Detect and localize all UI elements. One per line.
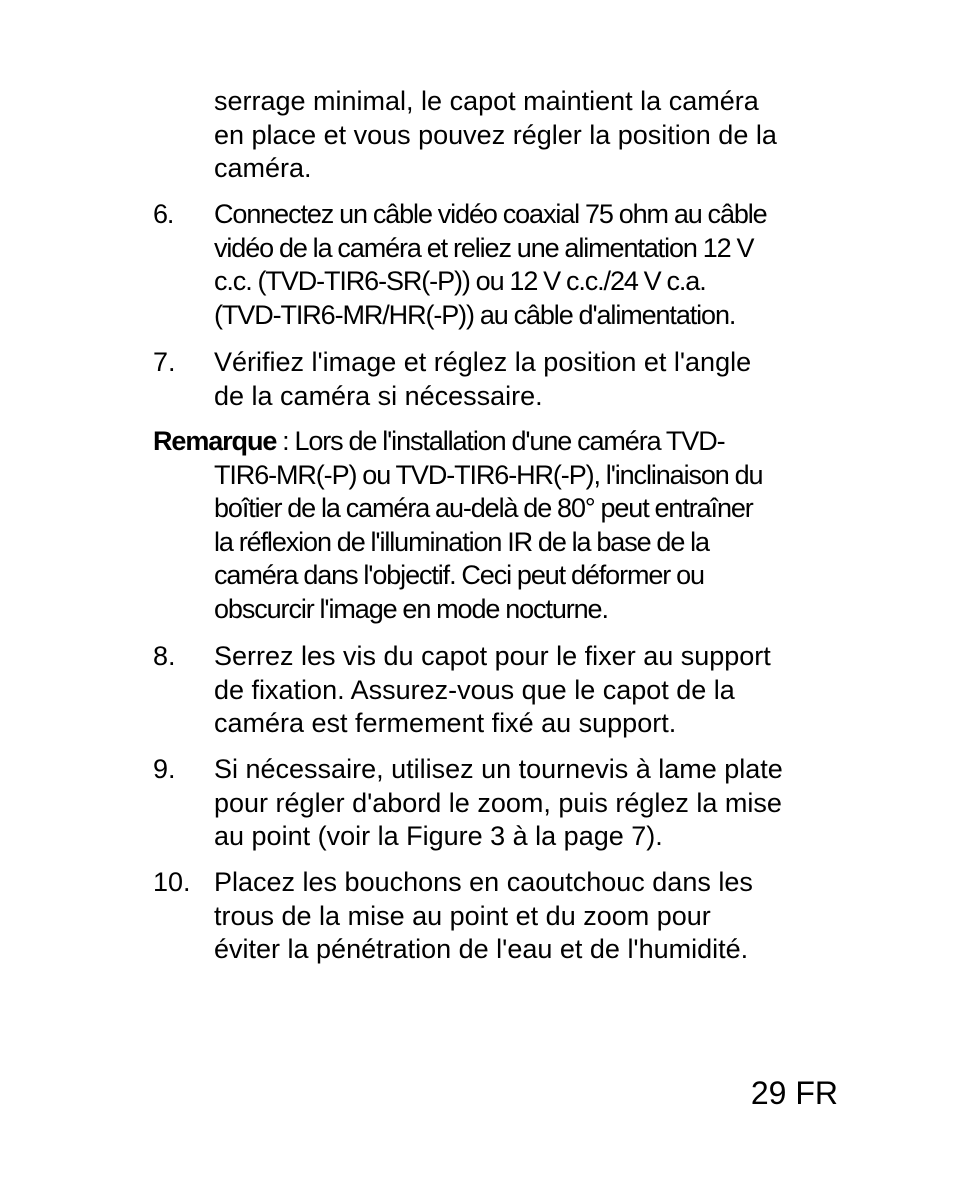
text-line: de la caméra si nécessaire. <box>214 380 543 411</box>
note-paragraph <box>153 425 843 626</box>
item-number: 9. <box>153 754 176 784</box>
text-line: (TVD-TIR6-MR/HR(-P)) au câble d'alimentation. <box>214 299 736 330</box>
text-line: pour régler d'abord le zoom, puis réglez la mise <box>214 787 782 818</box>
text-line: Si nécessaire, utilisez un tournevis à lame plate <box>214 754 783 784</box>
text-line: caméra. <box>214 153 312 183</box>
list-item-7 <box>153 346 843 413</box>
text-line: obscurcir l'image en mode nocturne. <box>214 593 608 624</box>
text-line: vidéo de la caméra et reliez une alimentation 12 V <box>214 232 754 263</box>
item-number: 8. <box>153 641 176 671</box>
text-line: c.c. (TVD-TIR6-SR(-P)) ou 12 V c.c./24 V c.a. <box>214 266 706 296</box>
list-item-8 <box>153 640 843 741</box>
item-number: 10. <box>153 867 191 897</box>
text-line: éviter la pénétration de l'eau et de l'humidité. <box>214 934 749 964</box>
note-first-line-text: : Lors de l'installation d'une caméra TVD- <box>276 426 725 456</box>
item-number: 7. <box>153 347 176 377</box>
text-line: de fixation. Assurez-vous que le capot de la <box>214 674 735 705</box>
list-item-10 <box>153 866 843 967</box>
text-line: en place et vous pouvez régler la position de la <box>214 119 777 150</box>
text-line: TIR6-MR(-P) ou TVD-TIR6-HR(-P), l'inclinaison du <box>214 459 763 490</box>
text-line: au point (voir la Figure 3 à la page 7). <box>214 821 663 851</box>
item-number: 6. <box>153 199 174 229</box>
note-first-line <box>153 425 843 459</box>
note-continuation <box>214 459 843 627</box>
text-line: boîtier de la caméra au-delà de 80° peut entraîner <box>214 493 753 523</box>
list-item-9 <box>153 753 843 854</box>
text-line: Placez les bouchons en caoutchouc dans les <box>214 867 753 897</box>
text-line: la réflexion de l'illumination IR de la base de la <box>214 526 709 557</box>
text-line: serrage minimal, le capot maintient la caméra <box>214 86 759 116</box>
text-line: caméra dans l'objectif. Ceci peut déformer ou <box>214 560 704 590</box>
text-line: trous de la mise au point et du zoom pour <box>214 900 711 931</box>
intro-paragraph <box>153 85 843 186</box>
note-label: Remarque <box>153 426 277 456</box>
text-line: Serrez les vis du capot pour le fixer au support <box>214 641 771 671</box>
list-item-6 <box>153 198 843 332</box>
text-line: Connectez un câble vidéo coaxial 75 ohm au câble <box>214 199 767 229</box>
text-line: Vérifiez l'image et réglez la position et l'angle <box>214 347 752 377</box>
text-line: caméra est fermement fixé au support. <box>214 708 677 738</box>
page-number: 29 FR <box>750 1075 838 1111</box>
